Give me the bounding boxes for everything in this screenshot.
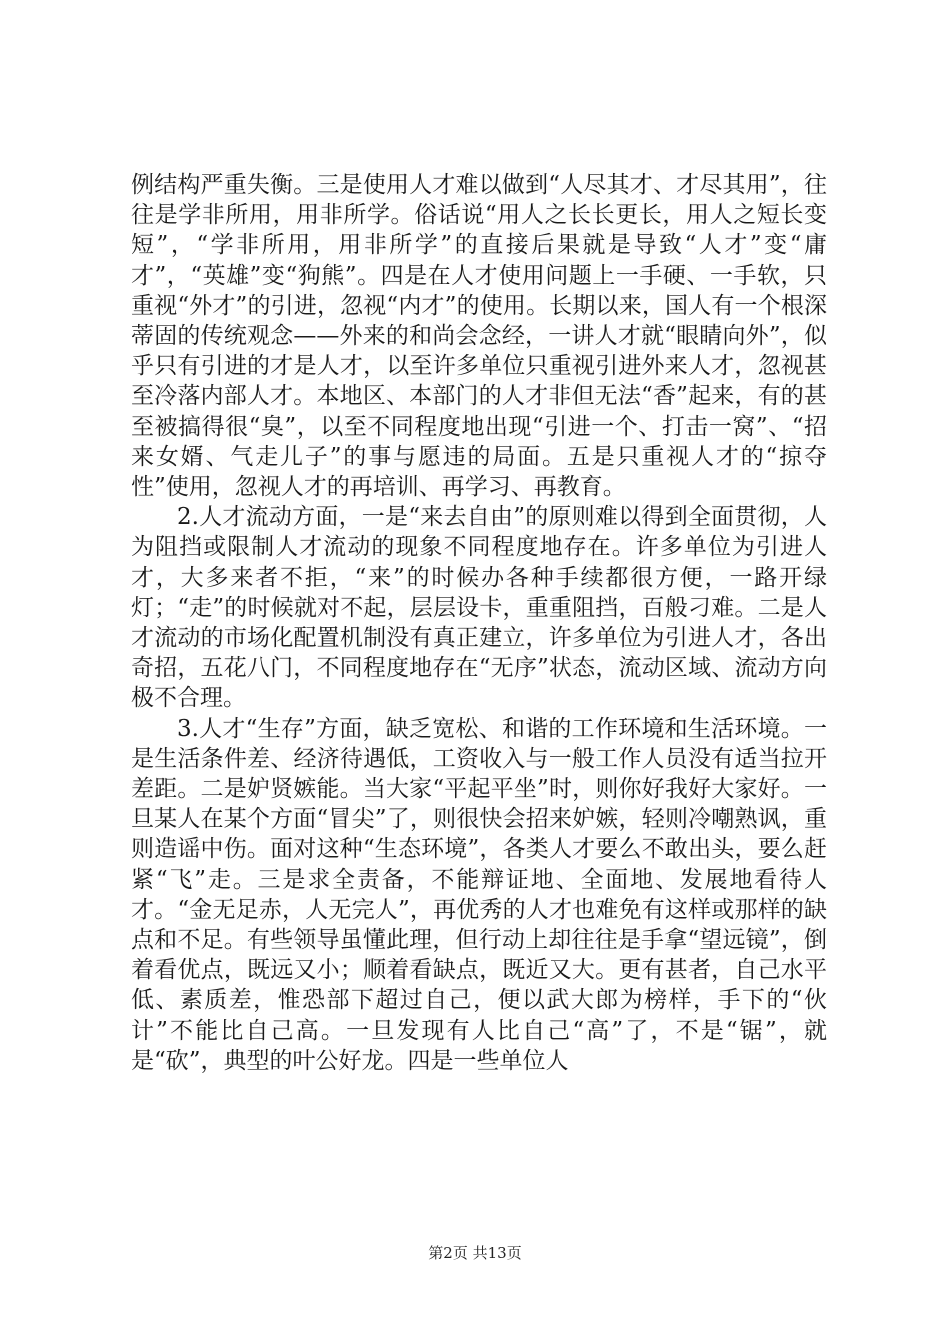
page-number-footer: 第2页 共13页 — [428, 1244, 522, 1262]
paragraph-continuation: 例结构严重失衡。三是使用人才难以做到“人尽其才、才尽其用”，往往是学非所用，用非所学。俗话说“用人之长长更长，用人之短长变短”，“学非所用，用非所学”的直接后果就是导致“人才”变“庸才”，“英雄”变“狗熊”。四是在人才使用问题上一手硬、一手软，只重视“外才”的引进，忽视“内才”的使用。长期以来，国人有一个根深蒂固的传统观念——外来的和尚会念经，一讲人才就“眼睛向外”，似乎只有引进的才是人才，以至许多单位只重视引进外来人才，忽视甚至冷落内部人才。本地区、本部门的人才非但无法“香”起来，有的甚至被搞得很“臭”，以至不同程度地出现“引进一个、打击一窝”、“招来女婿、气走儿子”的事与愿违的局面。五是只重视人才的“掠夺性”使用，忽视人才的再培训、再学习、再教育。 — [131, 172, 827, 501]
document-body — [131, 170, 827, 1076]
paragraph-talent-mobility: 2.人才流动方面，一是“来去自由”的原则难以得到全面贯彻，人为阻挡或限制人才流动的现象不同程度地存在。许多单位为引进人才，大多来者不拒，“来”的时候办各种手续都很方便，一路开绿灯；“走”的时候就对不起，层层设卡，重重阻挡，百般刁难。二是人才流动的市场化配置机制没有真正建立，许多单位为引进人才，各出奇招，五花八门，不同程度地存在“无序”状态，流动区域、流动方向极不合理。 — [131, 504, 827, 712]
paragraph-talent-survival: 3.人才“生存”方面，缺乏宽松、和谐的工作环境和生活环境。一是生活条件差、经济待遇低，工资收入与一般工作人员没有适当拉开差距。二是妒贤嫉能。当大家“平起平坐”时，则你好我好大家好。一旦某人在某个方面“冒尖”了，则很快会招来妒嫉，轻则冷嘲熟讽，重则造谣中伤。面对这种“生态环境”，各类人才要么不敢出头，要么赶紧“飞”走。三是求全责备，不能辩证地、全面地、发展地看待人才。“金无足赤，人无完人”，再优秀的人才也难免有这样或那样的缺点和不足。有些领导虽懂此理，但行动上却往往是手拿“望远镜”，倒着看优点，既远又小；顺着看缺点，既近又大。更有甚者，自己水平低、素质差，惟恐部下超过自己，便以武大郎为榜样，手下的“伙计”不能比自己高。一旦发现有人比自己“高”了，不是“锯”，就是“砍”，典型的叶公好龙。四是一些单位人 — [131, 715, 827, 1074]
